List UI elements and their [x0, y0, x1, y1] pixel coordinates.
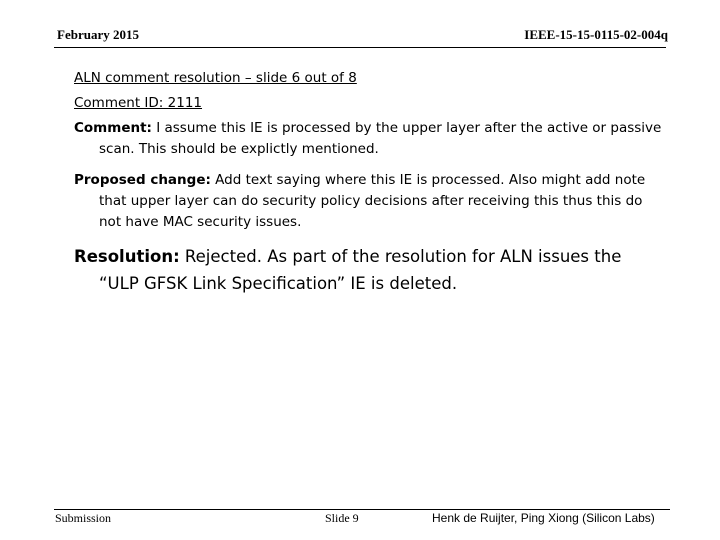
- slide-title-paragraph: [74, 68, 664, 89]
- comment-paragraph: [74, 118, 664, 160]
- proposed-change-label: Proposed change:: [74, 172, 211, 188]
- resolution-label: Resolution:: [74, 247, 180, 266]
- resolution-paragraph: [74, 243, 664, 297]
- header-date: February 2015: [57, 27, 139, 42]
- footer-authors: Henk de Ruijter, Ping Xiong (Silicon Labs): [432, 511, 655, 525]
- footer-rule: [54, 509, 670, 510]
- proposed-change-paragraph: [74, 170, 664, 233]
- header-doc-id: IEEE-15-15-0115-02-004q: [524, 27, 668, 42]
- comment-label: Comment:: [74, 120, 152, 136]
- comment-text: I assume this IE is processed by the upper layer after the active or passive scan. This should be explictly mentioned.: [99, 120, 662, 157]
- slide-title: ALN comment resolution – slide 6 out of 8: [74, 70, 357, 86]
- footer-submission: Submission: [55, 511, 112, 525]
- footer-slide-number: Slide 9: [325, 511, 359, 525]
- header-rule: [54, 47, 666, 48]
- comment-id-paragraph: [74, 93, 664, 114]
- resolution-text: Rejected. As part of the resolution for ALN issues the “ULP GFSK Link Specification” IE is deleted.: [99, 247, 622, 293]
- comment-id: Comment ID: 2111: [74, 95, 203, 111]
- proposed-change-text: Add text saying where this IE is processed. Also might add note that upper layer can do security policy decisions after receiving this thus this do not have MAC security issues.: [99, 172, 646, 230]
- slide-body: [74, 68, 664, 307]
